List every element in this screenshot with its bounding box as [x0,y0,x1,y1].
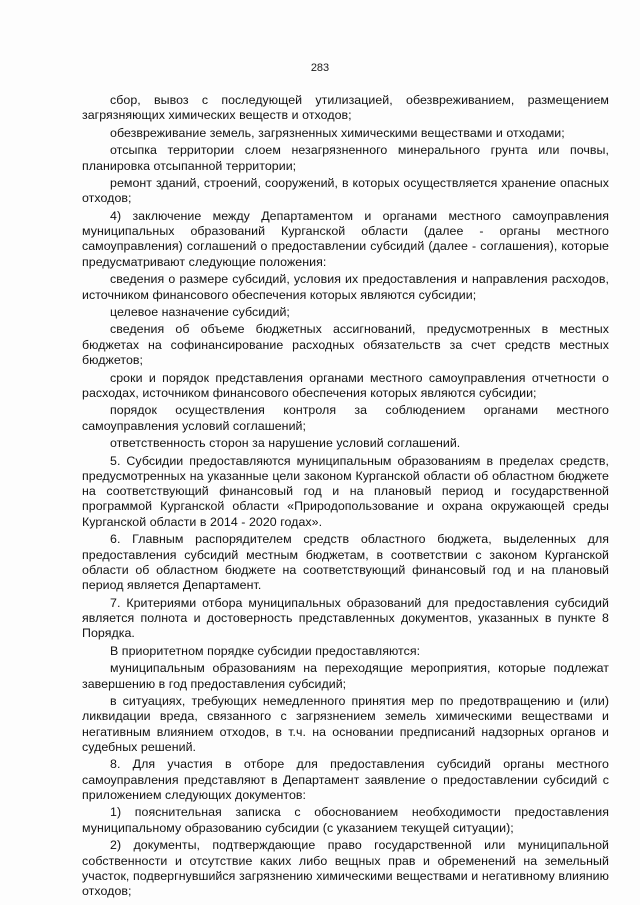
paragraph: сведения о размере субсидий, условия их предоставления и направления расходов, источником финансового обеспечения которых являются субсидии; [82,272,609,302]
paragraph: 5. Субсидии предоставляются муниципальным образованиям в пределах средств, предусмотренных на указанные цели законом Курганской области об областном бюджете на соответствующий финансовый год и на плановый период и государственной программой Курганской области «Природопользование и охрана окружающей среды Курганской области в 2014 - 2020 годах». [82,453,609,529]
paragraph: сбор, вывоз с последующей утилизацией, обезвреживанием, размещением загрязняющих химических веществ и отходов; [82,93,609,123]
paragraph: В приоритетном порядке субсидии предоставляются: [110,643,421,658]
paragraph: 2) документы, подтверждающие право государственной или муниципальной собственности и отсутствие каких либо вещных прав и обременений на земельный участок, подвергнувшийся загрязнению химическими веществами и негативному влиянию отходов; [82,838,609,899]
paragraph: 1) пояснительная записка с обоснованием необходимости предоставления муниципальному образованию субсидии (с указанием текущей ситуации); [82,805,609,835]
paragraph: обезвреживание земель, загрязненных химическими веществами и отходами; [110,125,565,140]
paragraph: порядок осуществления контроля за соблюдением органами местного самоуправления условий соглашений; [82,403,609,433]
paragraph: сведения об объеме бюджетных ассигнований, предусмотренных в местных бюджетах на софинансирование расходных обязательств за счет средств местных бюджетов; [82,322,609,368]
paragraph: муниципальным образованиям на переходящие мероприятия, которые подлежат завершению в год предоставления субсидий; [82,661,609,691]
paragraph: 6. Главным распорядителем средств областного бюджета, выделенных для предоставления субсидий местным бюджетам, в соответствии с законом Курганской области об областном бюджете на соответствующий финансовый год и на плановый период является Департамент. [82,532,609,593]
paragraph: 7. Критериями отбора муниципальных образований для предоставления субсидий является полнота и достоверность представленных документов, указанных в пункте 8 Порядка. [82,595,609,641]
paragraph: отсыпка территории слоем незагрязненного минерального грунта или почвы, планировка отсыпанной территории; [82,143,609,173]
paragraph: целевое назначение субсидий; [110,304,290,319]
paragraph: 8. Для участия в отборе для предоставления субсидий органы местного самоуправления представляют в Департамент заявление о предоставлении субсидий с приложением следующих документов: [82,757,609,802]
paragraph: ремонт зданий, строений, сооружений, в которых осуществляется хранение опасных отходов; [82,176,609,206]
paragraph: в ситуациях, требующих немедленного принятия мер по предотвращению и (или) ликвидации вреда, связанного с загрязнением земель химическими веществами и негативным влиянием отходов, в т.ч. на основании предписаний надзорных органов и судебных решений. [82,693,609,754]
document-body [82,93,609,902]
paragraph: ответственность сторон за нарушение условий соглашений. [110,436,461,451]
paragraph: 4) заключение между Департаментом и органами местного самоуправления муниципальных образований Курганской области (далее - органы местного самоуправления) соглашений о предоставлении субсидий (далее - соглашения), которые предусматривают следующие положения: [82,208,609,269]
page-number: 283 [310,62,330,74]
paragraph: сроки и порядок представления органами местного самоуправления отчетности о расходах, источником финансового обеспечения которых являются субсидии; [82,370,609,400]
